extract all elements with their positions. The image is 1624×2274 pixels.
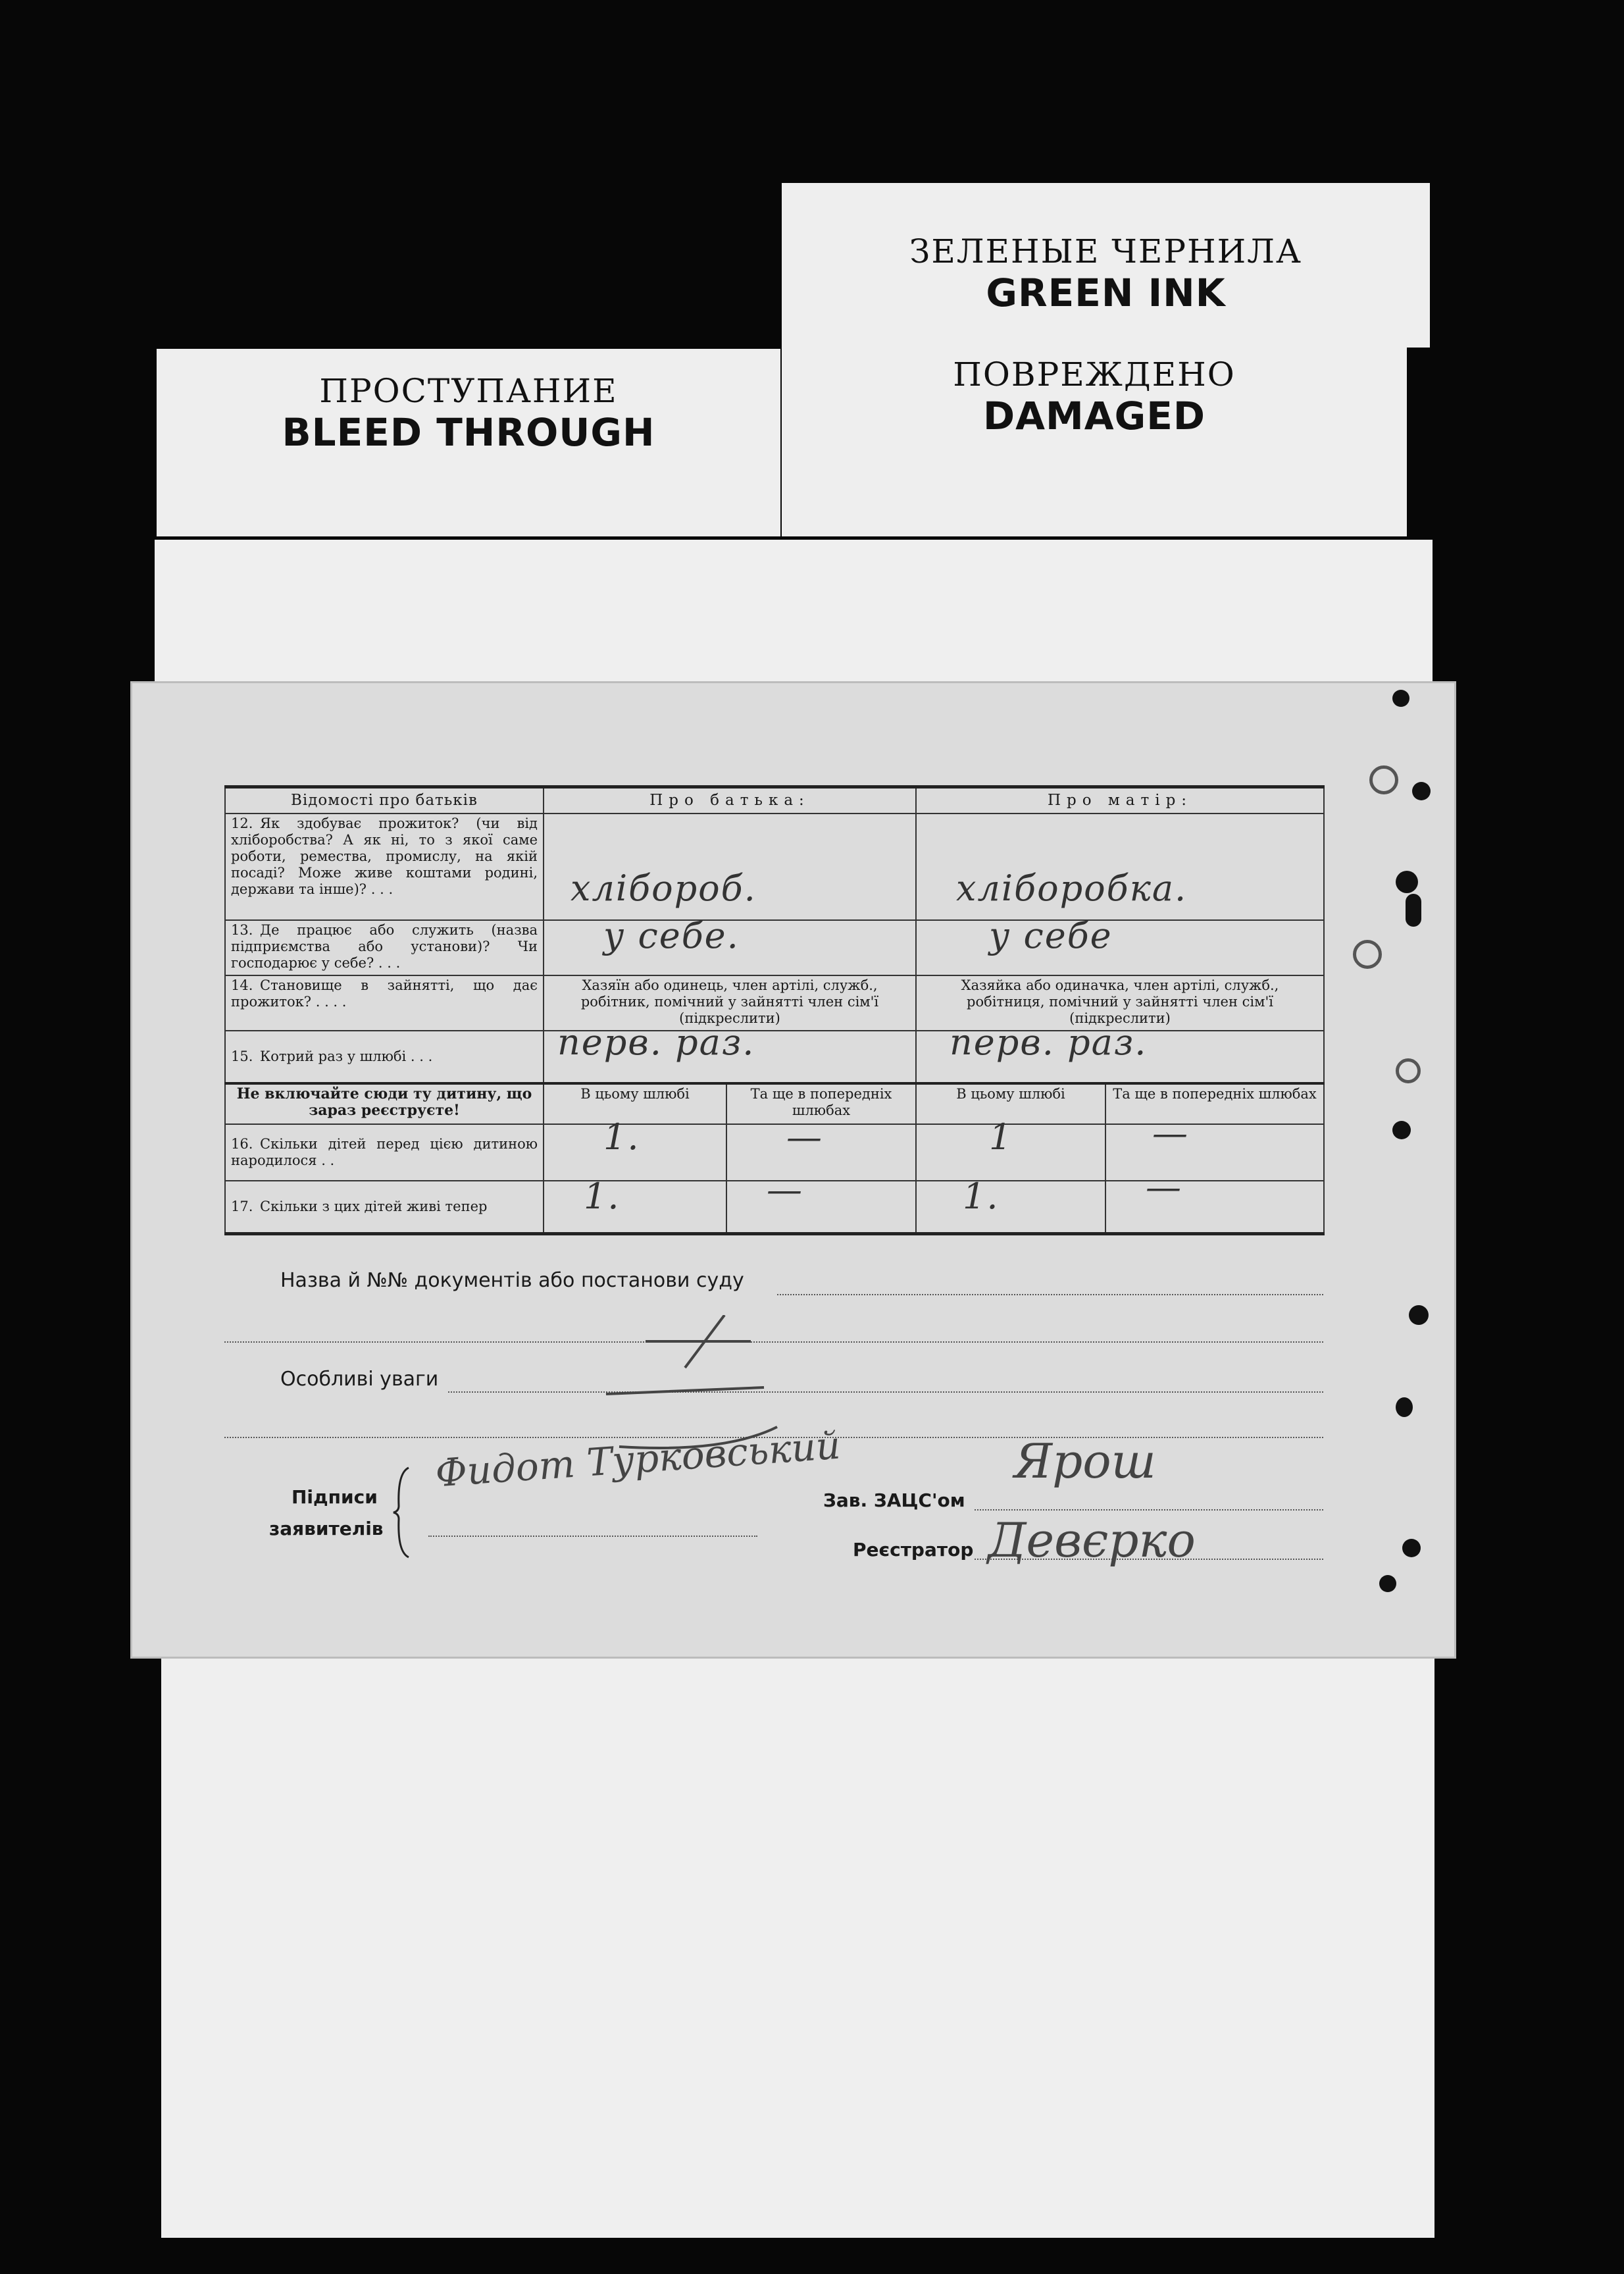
row-question: Скільки дітей перед цією дитиною народилося . .	[231, 1136, 538, 1168]
father-this-marriage-count: 1.	[584, 1176, 621, 1217]
header-father: Про батька:	[544, 787, 916, 814]
binding-hole	[1402, 1539, 1421, 1557]
binding-hole	[1406, 894, 1421, 927]
signatures-label-line2: заявителів	[269, 1518, 384, 1539]
applicant-signature: Фидот Турковський	[434, 1422, 842, 1496]
signatures-brace	[392, 1466, 412, 1559]
row-question: Котрий раз у шлюбі . . .	[260, 1048, 433, 1064]
father-prev-marriages-count: —	[767, 1169, 803, 1210]
father-prev-marriages-header: Та ще в попередніх шлюбах	[726, 1083, 916, 1124]
table-row	[225, 1181, 1324, 1233]
father-occupation-options: Хазяїн або одинець, член артілі, служб., робітник, помічний у зайнятті член сім'ї (підкреслити)	[544, 975, 916, 1031]
binding-hole	[1396, 871, 1418, 893]
mother-this-marriage-count: 1.	[963, 1176, 1000, 1217]
binding-hole	[1369, 765, 1398, 794]
father-this-marriage-header: В цьому шлюбі	[544, 1083, 726, 1124]
mother-this-marriage-header: В цьому шлюбі	[916, 1083, 1105, 1124]
green-ink-card-ru: ЗЕЛЕНЫЕ ЧЕРНИЛА	[909, 232, 1302, 271]
signatures-label-line1: Підписи	[292, 1486, 378, 1508]
father-handwritten-entry: хлібороб.	[571, 867, 757, 909]
documents-label: Назва й №№ документів або постанови суду	[280, 1269, 744, 1292]
remarks-label: Особливі уваги	[280, 1368, 439, 1391]
binding-hole	[1392, 1121, 1411, 1139]
registrar-signature: Девєрко	[988, 1512, 1196, 1568]
mother-handwritten-entry: у себе	[989, 915, 1113, 956]
binding-hole	[1396, 1397, 1413, 1417]
binding-hole	[1396, 1058, 1421, 1083]
middle-sheet	[155, 540, 1433, 691]
bleed-through-card-en: BLEED THROUGH	[282, 410, 655, 455]
binding-hole	[1409, 1305, 1429, 1325]
green-ink-card-en: GREEN INK	[986, 271, 1226, 315]
father-prev-marriages-count: —	[786, 1116, 823, 1158]
table-row	[225, 920, 1324, 975]
applicant-signature-line	[428, 1536, 757, 1537]
row-number: 17.	[231, 1198, 253, 1214]
mother-this-marriage-count: 1	[989, 1116, 1013, 1158]
bleed-through-card	[157, 349, 780, 536]
mother-occupation-options: Хазяйка або одиначка, член артілі, служб., робітниця, помічний у зайнятті член сім'ї (підкреслити)	[916, 975, 1324, 1031]
header-mother: Про матір:	[916, 787, 1324, 814]
green-ink-card	[782, 183, 1430, 348]
mother-handwritten-entry: перв. раз.	[950, 1021, 1148, 1063]
row-number: 12.	[231, 815, 253, 831]
binding-hole	[1392, 690, 1409, 707]
damaged-card	[782, 346, 1407, 536]
father-handwritten-entry: у себе.	[603, 915, 740, 956]
row-number: 14.	[231, 977, 253, 993]
damaged-card-en: DAMAGED	[982, 394, 1205, 438]
row-number: 13.	[231, 922, 253, 938]
row-question: Скільки з цих дітей живі тепер	[260, 1198, 488, 1214]
father-this-marriage-count: 1.	[603, 1116, 640, 1158]
bottom-backing-sheet	[161, 1626, 1434, 2238]
binding-hole	[1412, 782, 1431, 800]
row-number: 16.	[231, 1136, 253, 1152]
head-signature-line	[975, 1509, 1323, 1511]
binding-hole	[1353, 940, 1382, 969]
children-exclusion-note: Не включайте сюди ту дитину, що зараз реєструєте!	[225, 1083, 544, 1124]
registration-form-page	[130, 681, 1456, 1659]
row-number: 15.	[231, 1048, 253, 1064]
father-handwritten-entry: перв. раз.	[557, 1021, 755, 1063]
mother-prev-marriages-header: Та ще в попередніх шлюбах	[1105, 1083, 1324, 1124]
table-row	[225, 1031, 1324, 1083]
damaged-card-ru: ПОВРЕЖДЕНО	[953, 355, 1236, 394]
row-question: Становище в зайнятті, що дає прожиток? . . . .	[231, 977, 538, 1010]
row-question: Де працює або служить (назва підприємства або установи)? Чи господарює у себе? . . .	[231, 922, 538, 971]
head-signature: Ярош	[1014, 1434, 1156, 1489]
documents-dotted-line	[777, 1294, 1323, 1295]
bleed-through-card-ru: ПРОСТУПАНИЕ	[319, 372, 618, 410]
table-row	[225, 814, 1324, 920]
parents-info-table	[224, 785, 1325, 1235]
table-row	[225, 975, 1324, 1031]
mother-prev-marriages-count: —	[1146, 1166, 1182, 1208]
header-parents-info: Відомості про батьків	[225, 787, 544, 814]
mother-handwritten-entry: хліборобка.	[956, 867, 1188, 909]
mother-prev-marriages-count: —	[1152, 1112, 1189, 1154]
table-header-row	[225, 787, 1324, 814]
row-question: Як здобуває прожиток? (чи від хліборобства? А як ні, то з якої саме роботи, ремества, промислу, на якій посаді? Може живе коштами родині, держави та інше)? . . .	[231, 815, 538, 897]
head-of-registry-label: Зав. ЗАЦС'ом	[823, 1489, 965, 1511]
registrar-label: Реєстратор	[853, 1539, 974, 1561]
binding-hole	[1379, 1575, 1396, 1592]
